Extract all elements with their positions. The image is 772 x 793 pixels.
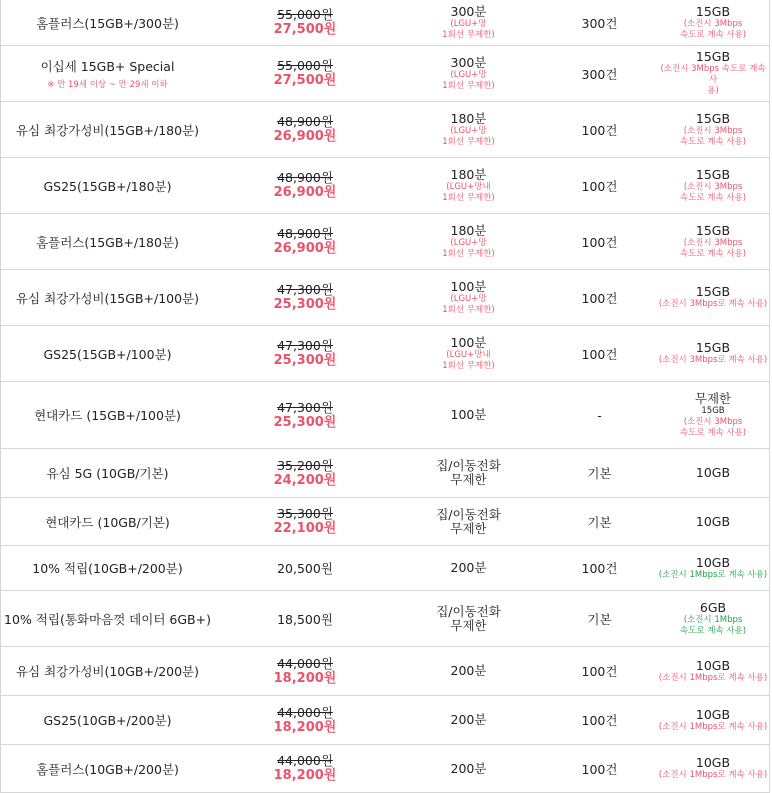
call-cell (396, 168, 541, 204)
call-unlimited: 무제한 (450, 617, 487, 633)
discount-price: 26,900원 (273, 129, 337, 144)
sms-cell (541, 610, 658, 628)
data-base-amount: 15GB (701, 405, 725, 416)
data-amount: 10GB (695, 465, 731, 480)
call-network-note: (LGU+망내 (446, 349, 491, 360)
plan-name-cell (1, 233, 214, 251)
price-cell (214, 7, 396, 38)
price-cell (214, 282, 396, 313)
call-minutes: 180분 (450, 222, 487, 238)
call-network-note: (LGU+망 (450, 69, 487, 80)
plan-name: GS25(15GB+/100분) (43, 346, 172, 362)
discount-price: 25,300원 (273, 353, 337, 368)
sms-cell (541, 513, 658, 531)
call-minutes: 100분 (450, 334, 487, 350)
data-throttle-note-cont: 속도로 계속 사용) (679, 248, 747, 259)
call-minutes: 300분 (450, 3, 487, 19)
data-amount: 무제한 (694, 390, 732, 406)
data-cell (658, 756, 768, 781)
table-row[interactable] (1, 498, 769, 546)
call-minutes: 200분 (450, 560, 487, 575)
data-cell (658, 341, 768, 366)
data-throttle-note: (소진시 3Mbps (683, 181, 743, 192)
sms-count: - (597, 407, 602, 423)
sms-count: 100건 (581, 561, 618, 576)
sms-cell (541, 65, 658, 83)
call-cell (396, 459, 541, 487)
call-cell (396, 224, 541, 260)
plan-name-cell (1, 760, 214, 778)
data-throttle-note-cont: 용) (707, 86, 719, 96)
original-price: 47,300원 (277, 282, 333, 297)
data-amount: 15GB (695, 3, 731, 19)
plan-name-cell (1, 513, 214, 531)
table-row[interactable] (1, 214, 769, 270)
sms-cell (541, 121, 658, 139)
table-row[interactable] (1, 382, 769, 449)
sms-cell (541, 177, 658, 195)
data-amount: 10GB (695, 513, 731, 529)
data-cell (658, 601, 768, 637)
sms-cell (541, 233, 658, 251)
price-cell (214, 114, 396, 145)
price-cell (214, 656, 396, 687)
call-cell (396, 336, 541, 372)
plan-name-cell (1, 711, 214, 729)
sms-count: 100건 (581, 664, 618, 679)
plan-name: 홈플러스(15GB+/180분) (36, 234, 179, 250)
data-cell (658, 466, 768, 480)
call-network-note: (LGU+망 (450, 125, 487, 136)
call-minutes: 300분 (450, 54, 487, 70)
plan-eligibility-note: ※ 만 19세 이상 ~ 만 29세 이하 (47, 80, 168, 90)
table-row[interactable] (1, 546, 769, 591)
call-minutes: 집/이동전화 (436, 506, 501, 522)
table-row[interactable] (1, 745, 769, 793)
data-amount: 15GB (695, 110, 731, 126)
sms-cell (541, 14, 658, 32)
data-amount: 15GB (695, 222, 731, 238)
sms-cell (541, 464, 658, 482)
plan-name: 홈플러스(10GB+/200분) (36, 761, 179, 777)
data-amount: 15GB (695, 49, 731, 64)
original-price: 48,900원 (277, 226, 333, 241)
call-minutes: 100분 (450, 278, 487, 294)
call-unlimited: 무제한 (450, 520, 487, 536)
call-minutes: 200분 (450, 663, 487, 678)
data-amount: 15GB (695, 284, 731, 299)
original-price: 44,000원 (277, 753, 333, 768)
data-cell (658, 50, 768, 97)
call-minutes: 200분 (450, 712, 487, 727)
data-throttle-note-cont: 속도로 계속 사용) (679, 427, 747, 438)
call-line-note: 1회선 무제한) (442, 80, 495, 91)
data-throttle-note: (소진시 1Mbps로 계속 사용) (658, 672, 768, 683)
data-throttle-note: (소진시 3Mbps (683, 237, 743, 248)
price-cell (214, 58, 396, 89)
data-throttle-note: (소진시 3Mbps (683, 125, 743, 136)
data-amount: 15GB (695, 166, 731, 182)
data-throttle-note: (소진시 3Mbps로 계속 사용) (658, 299, 768, 309)
data-throttle-note: (소진시 3Mbps 속도로 계속 사 (660, 64, 766, 85)
sms-count: 100건 (581, 122, 618, 138)
data-amount: 10GB (695, 554, 731, 570)
call-minutes: 200분 (450, 760, 487, 776)
plan-name: 10% 적립(통화마음껏 데이터 6GB+) (4, 611, 211, 627)
table-row[interactable] (1, 270, 769, 326)
plan-name: 유심 최강가성비(10GB+/200분) (15, 664, 200, 679)
call-network-note: (LGU+망 (450, 293, 487, 304)
call-minutes: 집/이동전화 (436, 603, 501, 619)
sms-count: 100건 (581, 713, 618, 728)
data-cell (658, 112, 768, 148)
data-throttle-note-cont: 속도로 계속 사용) (679, 625, 747, 636)
plan-name-cell (1, 177, 214, 195)
data-throttle-note: (소진시 1Mbps로 계속 사용) (658, 770, 768, 780)
plan-name-cell (1, 464, 214, 482)
call-cell (396, 605, 541, 633)
data-throttle-note: (소진시 3Mbps (683, 18, 743, 29)
original-price: 35,200원 (277, 457, 333, 473)
price-cell (214, 753, 396, 784)
call-cell (396, 762, 541, 776)
call-line-note: 1회선 무제한) (442, 136, 495, 147)
table-row[interactable] (1, 449, 769, 498)
data-cell (658, 515, 768, 529)
call-network-note: (LGU+망 (450, 237, 487, 248)
call-network-note: (LGU+망내 (446, 181, 491, 192)
plan-name: GS25(10GB+/200분) (43, 713, 172, 728)
discount-price: 18,200원 (273, 670, 337, 686)
call-minutes: 100분 (450, 407, 487, 422)
data-cell (658, 5, 768, 41)
call-line-note: 1회선 무제한) (442, 360, 495, 371)
price-cell (214, 226, 396, 257)
plan-name-cell (1, 662, 214, 680)
plan-name-cell (1, 289, 214, 307)
table-row[interactable] (1, 647, 769, 696)
sms-count: 300건 (581, 66, 618, 82)
call-network-note: (LGU+망 (450, 18, 487, 29)
table-row[interactable] (1, 102, 769, 158)
plan-name: 현대카드 (10GB/기본) (45, 514, 170, 530)
table-row[interactable] (1, 46, 769, 102)
original-price: 44,000원 (277, 655, 333, 671)
data-throttle-note-cont: 속도로 계속 사용) (679, 29, 747, 40)
data-cell (658, 708, 768, 733)
call-line-note: 1회선 무제한) (442, 29, 495, 40)
plan-name: 이십세 15GB+ Special (40, 59, 175, 74)
plan-name-cell (1, 14, 214, 32)
data-throttle-note: (소진시 3Mbps (683, 416, 743, 427)
sms-cell (541, 559, 658, 577)
original-price: 55,000원 (277, 58, 333, 73)
data-throttle-note-cont: 속도로 계속 사용) (679, 192, 747, 203)
sms-count: 100건 (581, 761, 618, 777)
sms-cell (541, 289, 658, 307)
price-cell (214, 338, 396, 369)
data-amount: 15GB (695, 340, 731, 355)
sms-cell (541, 345, 658, 363)
plan-name: 홈플러스(15GB+/300분) (36, 15, 179, 31)
data-throttle-note: (소진시 1Mbps로 계속 사용) (658, 721, 768, 732)
discount-price: 26,900원 (273, 185, 337, 200)
sms-cell (541, 711, 658, 729)
plan-name: 10% 적립(10GB+/200분) (32, 561, 183, 576)
price-cell (214, 506, 396, 537)
price-cell (214, 559, 396, 577)
call-cell (396, 56, 541, 92)
monthly-price: 18,500원 (277, 611, 333, 627)
data-amount: 6GB (699, 599, 727, 615)
discount-price: 27,500원 (273, 22, 337, 37)
original-price: 48,900원 (277, 170, 333, 185)
call-line-note: 1회선 무제한) (442, 248, 495, 259)
table-row[interactable] (1, 158, 769, 214)
plan-name-cell (1, 121, 214, 139)
original-price: 35,300원 (277, 506, 333, 521)
plan-name: 유심 최강가성비(15GB+/180분) (15, 122, 200, 138)
sms-count: 100건 (581, 346, 618, 362)
price-cell (214, 610, 396, 628)
table-row[interactable] (1, 326, 769, 382)
data-cell (658, 168, 768, 204)
plan-name: 유심 5G (10GB/기본) (46, 466, 169, 481)
call-minutes: 180분 (450, 110, 487, 126)
call-cell (396, 280, 541, 316)
sms-cell (541, 662, 658, 680)
discount-price: 18,200원 (273, 719, 337, 735)
price-cell (214, 458, 396, 489)
plan-name-cell (1, 57, 214, 90)
data-amount: 10GB (695, 755, 731, 770)
call-line-note: 1회선 무제한) (442, 304, 495, 315)
monthly-price: 20,500원 (277, 561, 333, 576)
discount-price: 18,200원 (273, 768, 337, 783)
data-throttle-note: (소진시 1Mbps (683, 614, 743, 625)
call-minutes: 집/이동전화 (436, 458, 501, 473)
price-cell (214, 705, 396, 736)
original-price: 47,300원 (277, 338, 333, 353)
call-minutes: 180분 (450, 166, 487, 182)
call-cell (396, 508, 541, 536)
original-price: 44,000원 (277, 704, 333, 720)
plan-name-cell (1, 406, 214, 424)
discount-price: 24,200원 (273, 472, 337, 488)
sms-count: 100건 (581, 234, 618, 250)
call-cell (396, 561, 541, 575)
sms-count: 100건 (581, 290, 618, 306)
sms-count: 기본 (587, 466, 612, 481)
sms-count: 기본 (587, 514, 612, 530)
table-row[interactable] (1, 696, 769, 745)
discount-price: 25,300원 (273, 297, 337, 312)
sms-cell (541, 408, 658, 423)
data-cell (658, 392, 768, 439)
call-cell (396, 408, 541, 422)
sms-count: 100건 (581, 178, 618, 194)
discount-price: 26,900원 (273, 241, 337, 256)
sms-count: 300건 (581, 15, 618, 31)
table-row[interactable] (1, 591, 769, 647)
data-amount: 10GB (695, 706, 731, 722)
data-throttle-note: (소진시 1Mbps로 계속 사용) (658, 569, 768, 580)
call-cell (396, 112, 541, 148)
call-unlimited: 무제한 (450, 472, 487, 487)
price-cell (214, 170, 396, 201)
table-row[interactable] (1, 0, 769, 46)
call-cell (396, 5, 541, 41)
plan-name-cell (1, 345, 214, 363)
data-cell (658, 224, 768, 260)
call-cell (396, 713, 541, 727)
plan-name-cell (1, 610, 214, 628)
discount-price: 22,100원 (273, 521, 337, 536)
data-throttle-note: (소진시 3Mbps로 계속 사용) (658, 355, 768, 365)
plan-name: 유심 최강가성비(15GB+/100분) (15, 290, 200, 306)
sms-count: 기본 (587, 611, 612, 627)
data-cell (658, 556, 768, 581)
price-cell (214, 400, 396, 431)
call-line-note: 1회선 무제한) (442, 192, 495, 203)
data-throttle-note-cont: 속도로 계속 사용) (679, 136, 747, 147)
call-cell (396, 664, 541, 678)
data-amount: 10GB (695, 657, 731, 673)
discount-price: 25,300원 (273, 414, 337, 430)
plan-name: 현대카드 (15GB+/100분) (34, 408, 181, 423)
data-cell (658, 659, 768, 684)
plan-name: GS25(15GB+/180분) (43, 178, 172, 194)
sms-cell (541, 760, 658, 778)
original-price: 48,900원 (277, 114, 333, 129)
data-cell (658, 285, 768, 310)
plan-name-cell (1, 559, 214, 577)
discount-price: 27,500원 (273, 73, 337, 88)
original-price: 47,300원 (277, 399, 333, 415)
original-price: 55,000원 (277, 7, 333, 22)
